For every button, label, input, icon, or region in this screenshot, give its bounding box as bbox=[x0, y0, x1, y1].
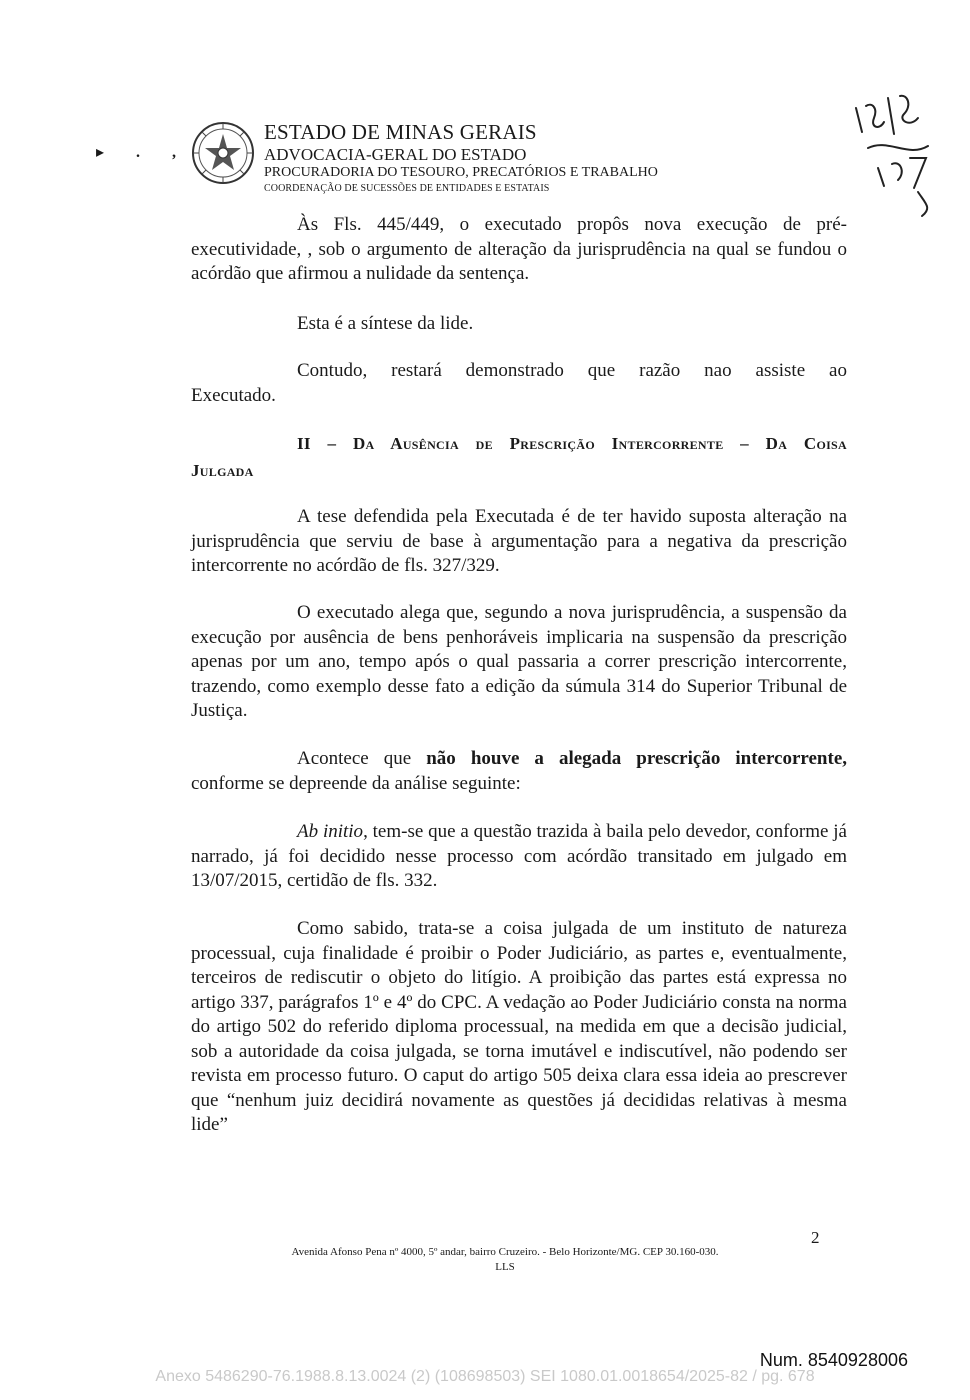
paragraph-allegation bbox=[191, 601, 847, 724]
text-run: conforme se depreende da análise seguinte: bbox=[191, 772, 521, 794]
agency-name: ADVOCACIA-GERAL DO ESTADO bbox=[264, 145, 527, 164]
paragraph-text: Às Fls. 445/449, o executado propôs nova execução de pré-executividade, , sob o argumento de alteração da jurisprudência na qual se fundou o acórdão que afirmou a nulidade da sentença. bbox=[191, 214, 847, 284]
paragraph-however bbox=[191, 359, 847, 408]
letterhead bbox=[264, 122, 658, 194]
margin-marks: ▸ . , bbox=[96, 144, 191, 161]
paragraph-text: Como sabido, trata-se a coisa julgada de um instituto de natureza processual, cuja finalidade é proibir o Poder Judiciário, as partes e, eventualmente, terceiros de rediscutir o objeto do litígio. A proibição das partes está expressa no artigo 337, parágrafos 1º e 4º do CPC. A vedação ao Poder Judiciário consta na norma do artigo 502 do referido diploma processual, na medida em que a decisão judicial, sob a autoridade da coisa julgada, se torna imutável e indiscutível, não podendo ser revista em processo futuro. O caput do artigo 505 deixa clara essa ideia ao prescrever que “nenhum juiz decidirá novamente as questões já decididas relativas à mesma lide” bbox=[191, 918, 847, 1135]
state-name: ESTADO DE MINAS GERAIS bbox=[264, 120, 537, 144]
paragraph-text bbox=[191, 820, 847, 894]
footer-address: Avenida Afonso Pena nº 4000, 5º andar, bairro Cruzeiro. - Belo Horizonte/MG. CEP 30.160-030. bbox=[291, 1246, 719, 1258]
section-heading bbox=[191, 434, 847, 481]
latin-term: Ab initio bbox=[297, 821, 364, 842]
coat-of-arms-icon bbox=[190, 120, 256, 186]
section-heading-line: Julgada bbox=[191, 461, 254, 480]
office-name: PROCURADORIA DO TESOURO, PRECATÓRIOS E TRABALHO bbox=[264, 165, 658, 180]
paragraph-ab-initio bbox=[191, 820, 847, 894]
text-run: Acontece que bbox=[297, 748, 427, 769]
paragraph-prior-filing bbox=[191, 213, 847, 287]
paragraph-text bbox=[191, 747, 847, 796]
footer-initials: LLS bbox=[495, 1261, 515, 1273]
section-heading-line: II – Da Ausência de Prescrição Intercorrente – Da Coisa bbox=[297, 434, 847, 453]
paragraph-res-judicata bbox=[191, 917, 847, 1138]
annex-watermark-line: Anexo 5486290-76.1988.8.13.0024 (2) (108698503) SEI 1080.01.0018654/2025-82 / pg. 678 bbox=[155, 1368, 815, 1385]
paragraph-text: Esta é a síntese da lide. bbox=[297, 313, 474, 334]
page-number: 2 bbox=[811, 1228, 820, 1247]
paragraph-no-prescription bbox=[191, 747, 847, 796]
coordination-name: COORDENAÇÃO DE SUCESSÕES DE ENTIDADES E ESTATAIS bbox=[264, 183, 550, 194]
text-run: , tem-se que a questão trazida à baila pelo devedor, conforme já narrado, já foi decidido nesse processo com acórdão transitado em julgado em 13/07/2015, certidão de fls. 332. bbox=[191, 821, 847, 891]
paragraph-line: Contudo, restará demonstrado que razão nao assiste ao bbox=[297, 360, 847, 381]
paragraph-synthesis bbox=[191, 312, 847, 337]
paragraph-text: O executado alega que, segundo a nova jurisprudência, a suspensão da execução por ausência de bens penhoráveis implicaria na suspensão da prescrição apenas por um ano, tempo após o qual passaria a correr prescrição intercorrente, trazendo, como exemplo desse fato a edição da súmula 314 do Superior Tribunal de Justiça. bbox=[191, 602, 847, 721]
paragraph-text: A tese defendida pela Executada é de ter havido suposta alteração na jurisprudência que serviu de base à argumentação para a negativa da prescrição intercorrente no acórdão de fls. 327/329. bbox=[191, 506, 847, 576]
handwritten-folio-mark bbox=[848, 88, 938, 218]
paragraph-thesis bbox=[191, 505, 847, 579]
paragraph-line: Executado. bbox=[191, 384, 276, 406]
document-number-stamp: Num. 8540928006 bbox=[759, 1350, 908, 1370]
emphasis-text: não houve a alegada prescrição intercorrente, bbox=[426, 748, 848, 769]
